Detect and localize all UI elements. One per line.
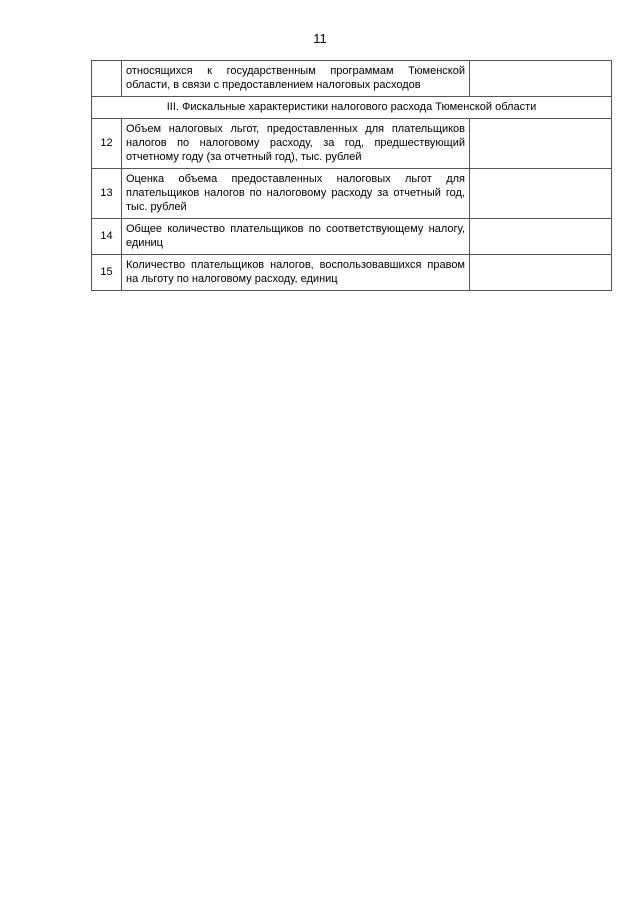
table-row-continued bbox=[92, 61, 612, 97]
table-row bbox=[92, 119, 612, 169]
row-name-cell: Объем налоговых льгот, предоставленных для плательщиков налогов по налоговому расходу, за год, предшествующий отчетному году (за отчетный год), тыс. рублей bbox=[122, 119, 470, 169]
row-number-cell: 15 bbox=[92, 255, 122, 291]
row-name-cell: Оценка объема предоставленных налоговых льгот для плательщиков налогов по налоговому расходу за отчетный год, тыс. рублей bbox=[122, 169, 470, 219]
row-value-cell bbox=[470, 61, 612, 97]
row-value-cell bbox=[470, 169, 612, 219]
row-value-cell bbox=[470, 119, 612, 169]
table-row bbox=[92, 255, 612, 291]
section-header-row bbox=[92, 97, 612, 119]
section-title: III. Фискальные характеристики налогового расхода Тюменской области bbox=[92, 97, 612, 119]
fiscal-characteristics-table bbox=[91, 60, 612, 291]
row-name-cell: Общее количество плательщиков по соответствующему налогу, единиц bbox=[122, 219, 470, 255]
row-number-cell: 14 bbox=[92, 219, 122, 255]
row-value-cell bbox=[470, 255, 612, 291]
table-row bbox=[92, 169, 612, 219]
row-value-cell bbox=[470, 219, 612, 255]
row-name-cell: относящихся к государственным программам Тюменской области, в связи с предоставлением налоговых расходов bbox=[122, 61, 470, 97]
row-number-cell: 12 bbox=[92, 119, 122, 169]
row-number-cell: 13 bbox=[92, 169, 122, 219]
row-name-cell: Количество плательщиков налогов, воспользовавшихся правом на льготу по налоговому расходу, единиц bbox=[122, 255, 470, 291]
page-number: 11 bbox=[313, 31, 327, 46]
row-number-cell bbox=[92, 61, 122, 97]
table-row bbox=[92, 219, 612, 255]
